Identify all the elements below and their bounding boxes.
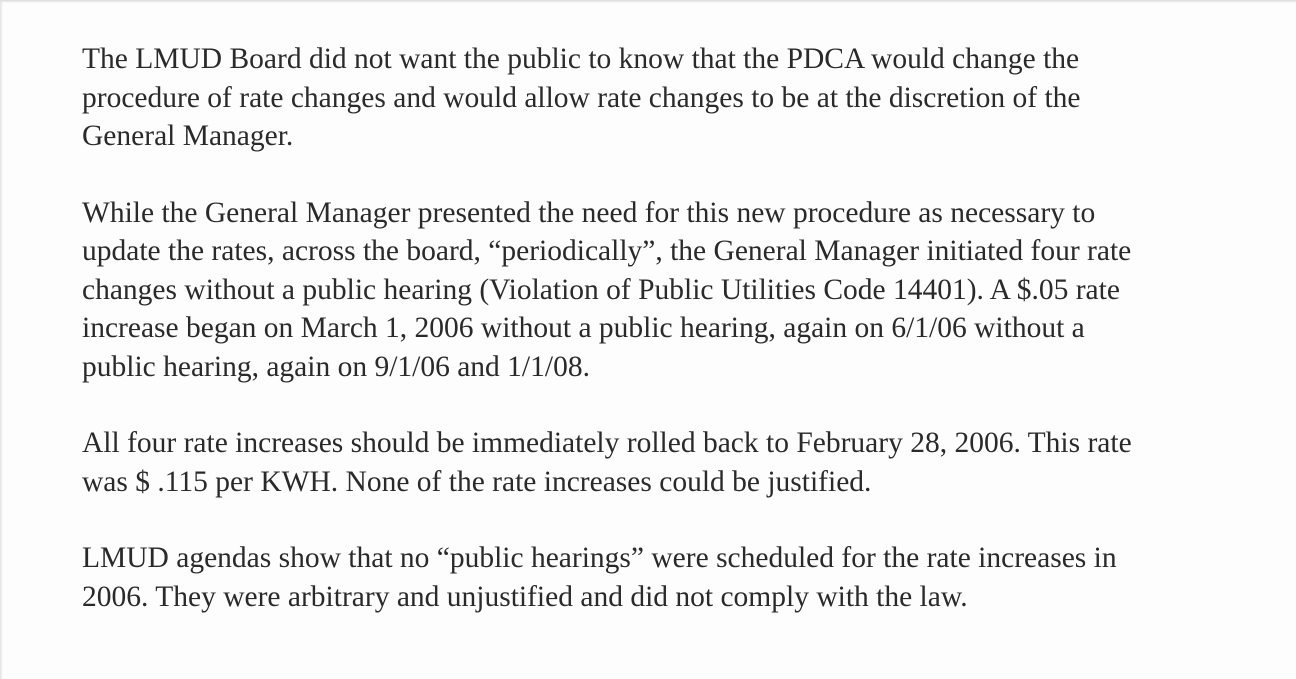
document-body [82,40,1272,654]
text-line: changes without a public hearing (Violation of Public Utilities Code 14401). A $.05 rate [82,273,1120,306]
text-line: was $ .115 per KWH. None of the rate increases could be justified. [82,465,872,498]
text-line: procedure of rate changes and would allow rate changes to be at the discretion of the [82,81,1081,114]
text-line: The LMUD Board did not want the public to know that the PDCA would change the [82,43,1080,75]
text-line: increase began on March 1, 2006 without a public hearing, again on 6/1/06 without a [82,312,1085,344]
text-line: public hearing, again on 9/1/06 and 1/1/08. [82,350,590,383]
paragraph-rollback [82,424,1272,501]
paragraph-board-secrecy [82,40,1272,156]
text-line: All four rate increases should be immediately rolled back to February 28, 2006. This rate [82,427,1132,459]
text-line: LMUD agendas show that no “public hearings” were scheduled for the rate increases in [82,542,1117,574]
text-line: While the General Manager presented the need for this new procedure as necessary to [82,196,1096,229]
paragraph-rate-changes [82,194,1272,387]
scan-edge-top [0,0,1296,3]
text-line: update the rates, across the board, “periodically”, the General Manager initiated four rate [82,235,1132,267]
scan-edge-left [0,0,3,679]
text-line: General Manager. [82,120,294,152]
paragraph-agendas [82,539,1272,616]
text-line: 2006. They were arbitrary and unjustified and did not comply with the law. [82,580,968,613]
